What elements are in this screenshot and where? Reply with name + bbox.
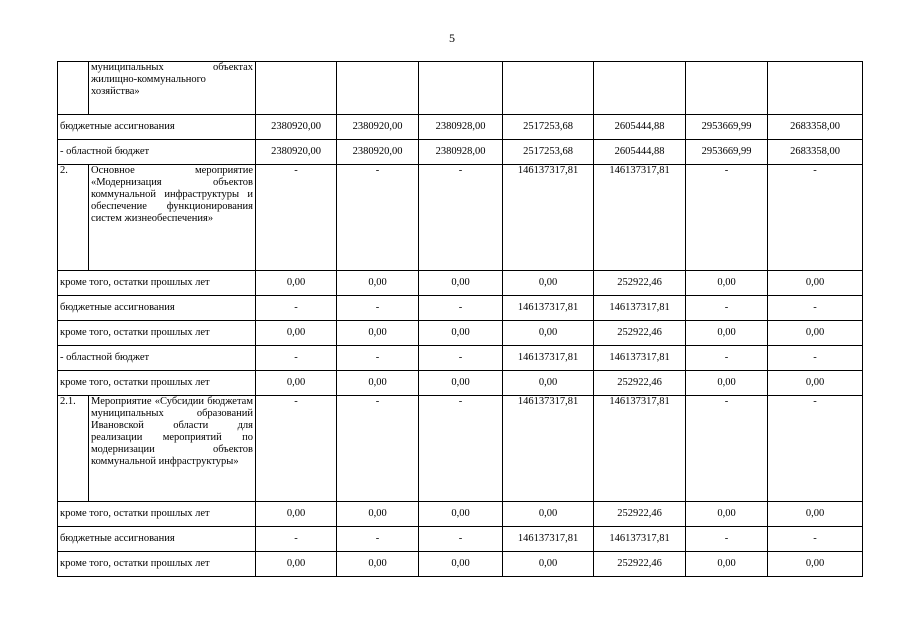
table-row <box>58 140 863 165</box>
value-cell: 146137317,81 <box>594 396 686 502</box>
value-cell: 0,00 <box>337 502 419 527</box>
value-cell: 2953669,99 <box>686 115 768 140</box>
row-label: - областной бюджет <box>58 140 256 165</box>
value-cell: 2517253,68 <box>503 140 594 165</box>
value-cell: 146137317,81 <box>503 296 594 321</box>
value-cell: 2683358,00 <box>768 115 863 140</box>
value-cell: 0,00 <box>686 502 768 527</box>
value-cell: 252922,46 <box>594 371 686 396</box>
value-cell: - <box>768 396 863 502</box>
value-cell: 2380928,00 <box>419 115 503 140</box>
value-cell: 0,00 <box>768 552 863 577</box>
value-cell: - <box>256 165 337 271</box>
table-row <box>58 321 863 346</box>
row-index: 2.1. <box>58 396 89 502</box>
table-row <box>58 396 863 502</box>
table-row <box>58 502 863 527</box>
value-cell: 252922,46 <box>594 552 686 577</box>
value-cell: 146137317,81 <box>503 346 594 371</box>
value-cell: 146137317,81 <box>594 296 686 321</box>
value-cell: - <box>337 346 419 371</box>
value-cell: 0,00 <box>419 371 503 396</box>
value-cell: 2683358,00 <box>768 140 863 165</box>
value-cell: 2605444,88 <box>594 140 686 165</box>
value-cell: - <box>337 527 419 552</box>
value-cell: 2380920,00 <box>256 115 337 140</box>
value-cell: 0,00 <box>419 552 503 577</box>
value-cell: 146137317,81 <box>594 346 686 371</box>
value-cell: 2380920,00 <box>337 115 419 140</box>
value-cell: 0,00 <box>503 371 594 396</box>
value-cell: 2605444,88 <box>594 115 686 140</box>
value-cell: - <box>337 165 419 271</box>
value-cell: 0,00 <box>768 371 863 396</box>
table-row <box>58 165 863 271</box>
value-cell: 0,00 <box>419 502 503 527</box>
value-cell: 0,00 <box>503 552 594 577</box>
value-cell: - <box>419 527 503 552</box>
value-cell: 2380920,00 <box>256 140 337 165</box>
value-cell: 0,00 <box>768 271 863 296</box>
value-cell: 146137317,81 <box>594 527 686 552</box>
table-row <box>58 62 863 115</box>
value-cell: 0,00 <box>337 371 419 396</box>
row-label: кроме того, остатки прошлых лет <box>58 321 256 346</box>
table-row <box>58 346 863 371</box>
value-cell: - <box>256 527 337 552</box>
value-cell: - <box>419 346 503 371</box>
row-description: муниципальных объектах жилищно-коммунального хозяйства» <box>89 62 256 115</box>
row-label: бюджетные ассигнования <box>58 296 256 321</box>
value-cell: 0,00 <box>503 502 594 527</box>
value-cell: 2953669,99 <box>686 140 768 165</box>
value-cell: 0,00 <box>503 271 594 296</box>
value-cell: - <box>686 396 768 502</box>
table-row <box>58 371 863 396</box>
value-cell: 252922,46 <box>594 321 686 346</box>
value-cell: 2380920,00 <box>337 140 419 165</box>
value-cell: - <box>337 396 419 502</box>
row-label: кроме того, остатки прошлых лет <box>58 502 256 527</box>
value-cell: 0,00 <box>256 552 337 577</box>
value-cell: - <box>686 527 768 552</box>
row-description: Основное мероприятие «Модернизация объектов коммунальной инфраструктуры и обеспечение функционирования систем жизнеобеспечения» <box>89 165 256 271</box>
row-index <box>58 62 89 115</box>
value-cell: 146137317,81 <box>503 396 594 502</box>
row-label: кроме того, остатки прошлых лет <box>58 271 256 296</box>
value-cell: - <box>768 165 863 271</box>
value-cell: 252922,46 <box>594 271 686 296</box>
table-row <box>58 115 863 140</box>
value-cell: - <box>768 527 863 552</box>
value-cell: 0,00 <box>686 271 768 296</box>
budget-table <box>57 61 863 577</box>
value-cell: 0,00 <box>686 321 768 346</box>
value-cell: 0,00 <box>768 502 863 527</box>
row-label: кроме того, остатки прошлых лет <box>58 371 256 396</box>
value-cell <box>503 62 594 115</box>
value-cell: 146137317,81 <box>503 165 594 271</box>
value-cell: 0,00 <box>256 371 337 396</box>
value-cell: - <box>768 296 863 321</box>
value-cell: 2380928,00 <box>419 140 503 165</box>
row-description: Мероприятие «Субсидии бюджетам муниципальных образований Ивановской области для реализации мероприятий по модернизации объектов коммунальной инфраструктуры» <box>89 396 256 502</box>
page-number: 5 <box>449 31 455 45</box>
value-cell <box>256 62 337 115</box>
value-cell: - <box>419 165 503 271</box>
value-cell: 0,00 <box>256 502 337 527</box>
table-row <box>58 527 863 552</box>
value-cell: 0,00 <box>768 321 863 346</box>
value-cell <box>594 62 686 115</box>
value-cell: - <box>768 346 863 371</box>
value-cell: 0,00 <box>419 271 503 296</box>
value-cell <box>419 62 503 115</box>
value-cell: 146137317,81 <box>503 527 594 552</box>
row-index: 2. <box>58 165 89 271</box>
row-label: - областной бюджет <box>58 346 256 371</box>
value-cell: 0,00 <box>686 552 768 577</box>
value-cell <box>768 62 863 115</box>
value-cell: 0,00 <box>256 321 337 346</box>
value-cell: 2517253,68 <box>503 115 594 140</box>
value-cell: - <box>256 346 337 371</box>
value-cell: - <box>686 296 768 321</box>
value-cell <box>337 62 419 115</box>
value-cell: - <box>686 346 768 371</box>
value-cell: 0,00 <box>256 271 337 296</box>
row-label: бюджетные ассигнования <box>58 115 256 140</box>
value-cell: 0,00 <box>337 552 419 577</box>
value-cell: - <box>337 296 419 321</box>
value-cell: - <box>686 165 768 271</box>
value-cell <box>686 62 768 115</box>
value-cell: 0,00 <box>419 321 503 346</box>
value-cell: 0,00 <box>686 371 768 396</box>
value-cell: 0,00 <box>337 271 419 296</box>
value-cell: - <box>256 396 337 502</box>
table-row <box>58 552 863 577</box>
value-cell: 0,00 <box>503 321 594 346</box>
value-cell: - <box>256 296 337 321</box>
row-label: бюджетные ассигнования <box>58 527 256 552</box>
table-row <box>58 296 863 321</box>
value-cell: 0,00 <box>337 321 419 346</box>
value-cell: 146137317,81 <box>594 165 686 271</box>
table-row <box>58 271 863 296</box>
value-cell: - <box>419 296 503 321</box>
value-cell: 252922,46 <box>594 502 686 527</box>
row-label: кроме того, остатки прошлых лет <box>58 552 256 577</box>
value-cell: - <box>419 396 503 502</box>
